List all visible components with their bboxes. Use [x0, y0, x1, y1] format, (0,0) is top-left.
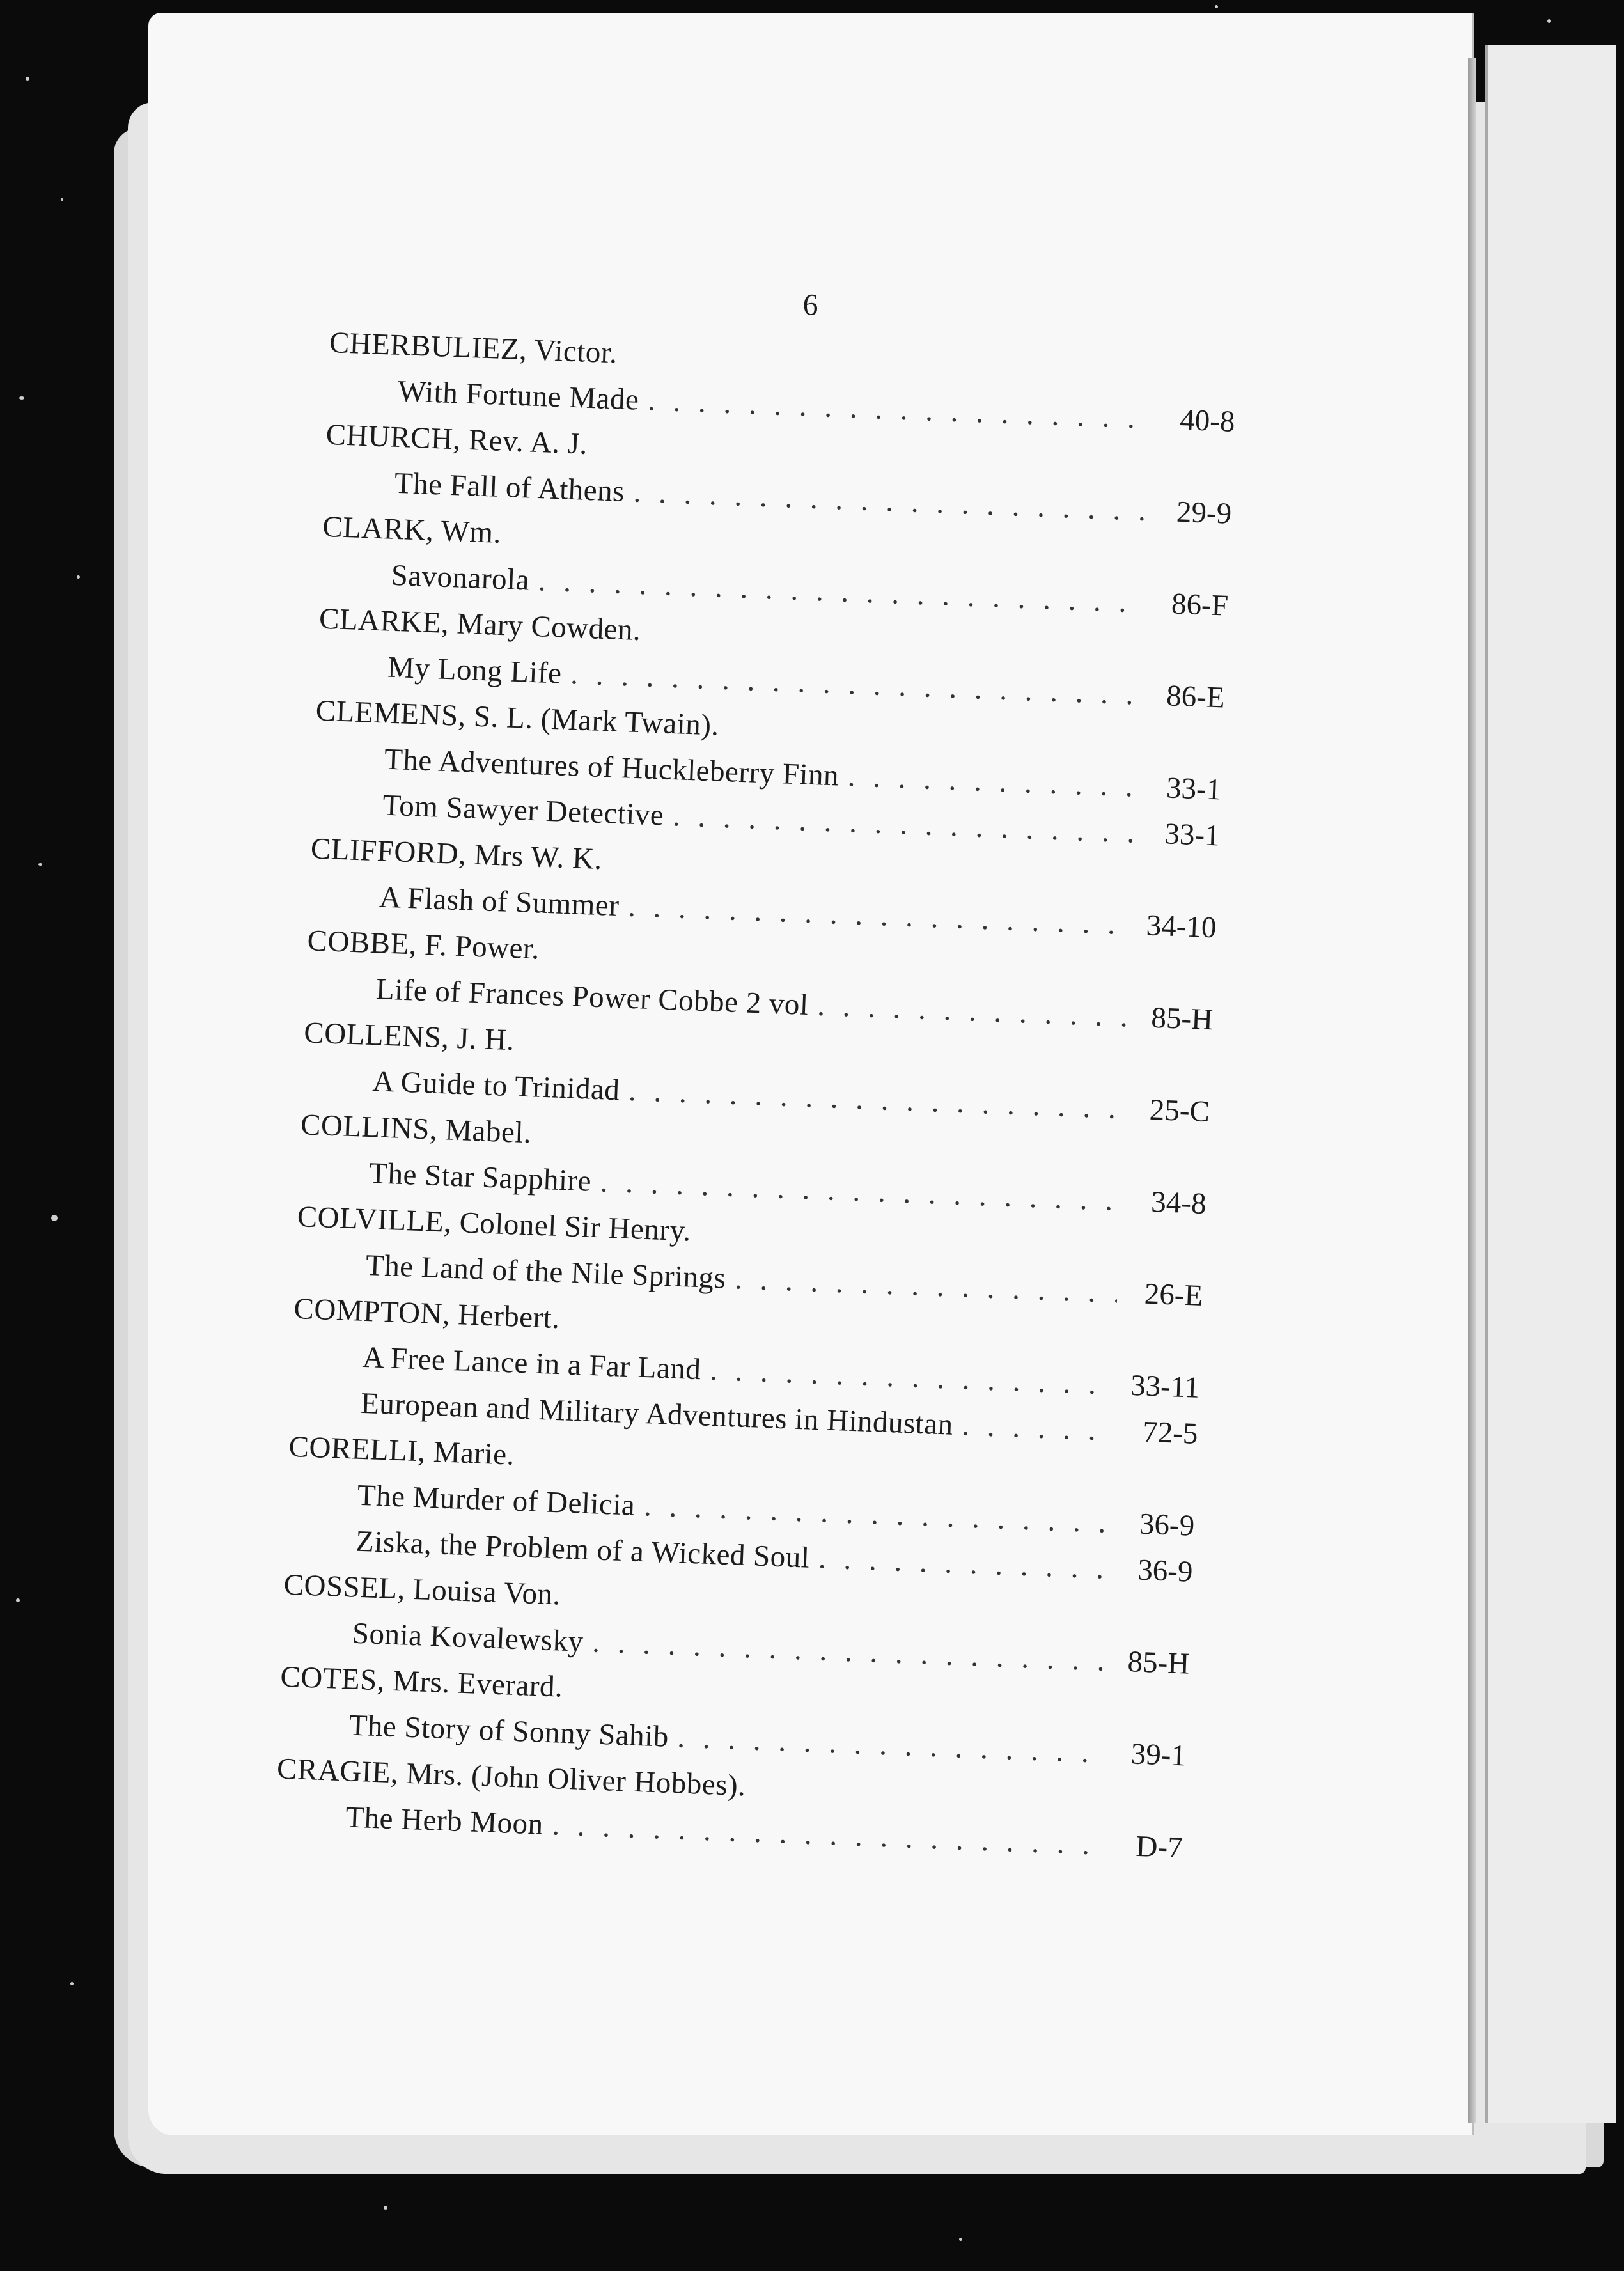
- work-title: The Adventures of Huckleberry Finn: [384, 742, 840, 793]
- shelf-location: 36-9: [1137, 1553, 1194, 1589]
- scan-speck: [51, 1215, 58, 1221]
- scan-speck: [1215, 5, 1218, 8]
- entry-author: CORELLI, Marie.: [288, 1430, 515, 1472]
- work-title: A Flash of Summer: [379, 880, 620, 923]
- entry-author: COBBE, F. Power.: [306, 924, 540, 966]
- shelf-location: 39-1: [1130, 1737, 1187, 1773]
- entry-author: CRAGIE, Mrs. (John Oliver Hobbes).: [276, 1752, 747, 1803]
- scan-speck: [1547, 19, 1551, 23]
- work-title: The Land of the Nile Springs: [365, 1248, 727, 1295]
- work-title: The Murder of Delicia: [357, 1478, 636, 1522]
- work-title: The Story of Sonny Sahib: [348, 1708, 669, 1754]
- entry-author: COSSEL, Louisa Von.: [283, 1568, 561, 1612]
- work-title: Tom Sawyer Detective: [382, 788, 665, 832]
- scan-speck: [26, 77, 29, 81]
- entry-author: CLIFFORD, Mrs W. K.: [310, 832, 603, 877]
- shelf-location: 29-9: [1176, 495, 1233, 531]
- entry-author: CLARK, Wm.: [322, 510, 502, 550]
- scan-speck: [19, 396, 24, 400]
- entry-author: COLLINS, Mabel.: [300, 1108, 533, 1150]
- shelf-location: 86-E: [1166, 679, 1226, 715]
- scan-speck: [384, 2206, 387, 2210]
- shelf-location: D-7: [1135, 1829, 1183, 1865]
- entry-author: COMPTON, Herbert.: [293, 1292, 561, 1336]
- entry-author: CLARKE, Mary Cowden.: [318, 602, 642, 648]
- scan-speck: [70, 1982, 74, 1985]
- entry-author: COLVILLE, Colonel Sir Henry.: [296, 1200, 692, 1248]
- shelf-location: 36-9: [1139, 1507, 1196, 1543]
- dot-leader: [961, 1402, 1113, 1454]
- page-gutter-shadow: [1468, 58, 1476, 2123]
- work-title: With Fortune Made: [397, 374, 640, 417]
- work-title: Ziska, the Problem of a Wicked Soul: [355, 1524, 811, 1575]
- entry-author: COLLENS, J. H.: [303, 1016, 515, 1057]
- work-title: The Fall of Athens: [394, 466, 625, 508]
- work-title: A Free Lance in a Far Land: [361, 1340, 702, 1387]
- work-title: European and Military Adventures in Hindustan: [360, 1386, 954, 1442]
- facing-page: [1485, 45, 1616, 2123]
- shelf-location: 85-H: [1127, 1645, 1191, 1681]
- shelf-location: 33-11: [1130, 1368, 1200, 1405]
- shelf-location: 86-F: [1171, 587, 1229, 623]
- work-title: Life of Frances Power Cobbe 2 vol: [375, 972, 809, 1022]
- scan-speck: [38, 863, 42, 866]
- scan-speck: [77, 575, 80, 579]
- work-title: The Herb Moon: [345, 1800, 544, 1841]
- shelf-location: 72-5: [1142, 1415, 1199, 1451]
- entry-author: CHURCH, Rev. A. J.: [325, 418, 588, 461]
- shelf-location: 33-1: [1164, 817, 1221, 853]
- work-title: The Star Sapphire: [368, 1157, 593, 1198]
- scan-speck: [959, 2238, 962, 2241]
- work-title: My Long Life: [387, 650, 563, 691]
- entry-author: CLEMENS, S. L. (Mark Twain).: [315, 694, 720, 742]
- work-title: A Guide to Trinidad: [371, 1065, 621, 1107]
- work-title: Sonia Kovalewsky: [352, 1616, 584, 1658]
- shelf-location: 25-C: [1148, 1093, 1210, 1129]
- page-number: 6: [802, 288, 819, 322]
- page-content: [272, 256, 1291, 1952]
- shelf-location: 85-H: [1150, 1001, 1214, 1037]
- scan-speck: [61, 198, 63, 201]
- work-title: Savonarola: [390, 558, 530, 597]
- entry-author: CHERBULIEZ, Victor.: [329, 325, 618, 370]
- shelf-location: 33-1: [1166, 771, 1222, 807]
- scan-speck: [16, 1598, 20, 1602]
- shelf-location: 34-10: [1145, 909, 1217, 945]
- catalogue-entries: [274, 320, 1237, 1871]
- shelf-location: 26-E: [1144, 1277, 1204, 1313]
- shelf-location: 34-8: [1150, 1185, 1207, 1221]
- shelf-location: 40-8: [1179, 403, 1236, 439]
- entry-author: COTES, Mrs. Everard.: [279, 1660, 564, 1704]
